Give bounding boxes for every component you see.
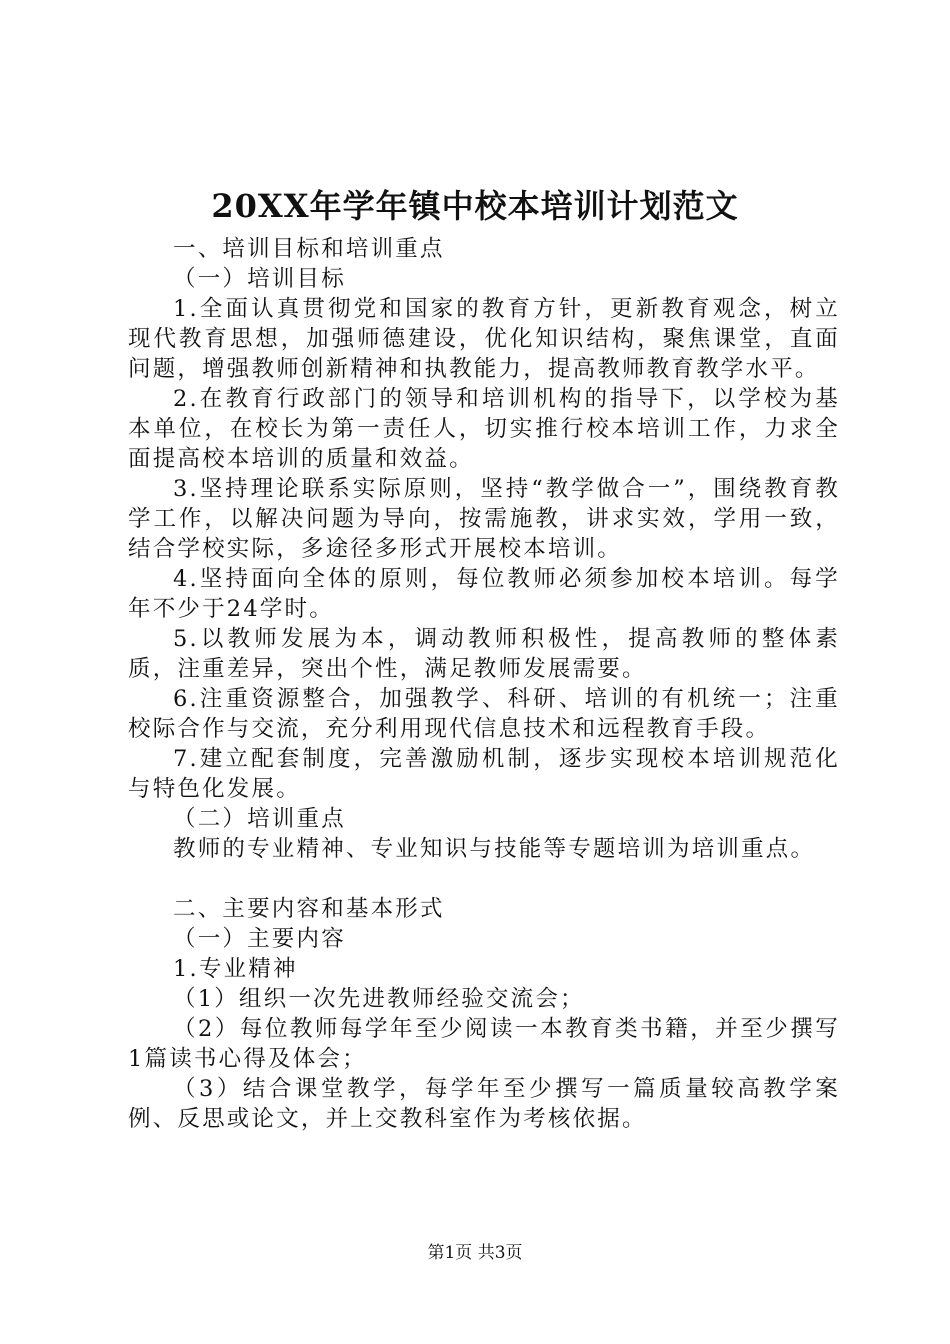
paragraph-goal-5: 5.以教师发展为本，调动教师积极性，提高教师的整体素质，注重差异，突出个性，满足教师发展需要。 [128, 626, 840, 682]
paragraph-goal-6: 6.注重资源整合，加强教学、科研、培训的有机统一；注重校际合作与交流，充分利用现代信息技术和远程教育手段。 [128, 686, 840, 742]
subsection-heading-goals: （一）培训目标 [173, 266, 346, 292]
paragraph-content-1: 1.专业精神 [173, 956, 298, 982]
subsection-heading-focus: （二）培训重点 [173, 806, 346, 832]
document-body [128, 234, 840, 1134]
paragraph-focus: 教师的专业精神、专业知识与技能等专题培训为培训重点。 [173, 836, 816, 862]
section-heading-2: 二、主要内容和基本形式 [173, 896, 445, 922]
paragraph-content-1-1: （1）组织一次先进教师经验交流会； [173, 986, 585, 1012]
page-number: 第1页 共3页 [427, 1243, 523, 1263]
paragraph-goal-2: 2.在教育行政部门的领导和培训机构的指导下，以学校为基本单位，在校长为第一责任人，切实推行校本培训工作，力求全面提高校本培训的质量和效益。 [128, 386, 840, 472]
document-title: 20XX年学年镇中校本培训计划范文 [211, 187, 739, 225]
paragraph-goal-4: 4.坚持面向全体的原则，每位教师必须参加校本培训。每学年不少于24学时。 [128, 566, 840, 622]
paragraph-content-1-2: （2）每位教师每学年至少阅读一本教育类书籍，并至少撰写1篇读书心得及体会； [128, 1016, 840, 1072]
blank-line [128, 864, 840, 894]
section-heading-1: 一、培训目标和培训重点 [173, 236, 445, 262]
subsection-heading-content: （一）主要内容 [173, 926, 346, 952]
paragraph-goal-7: 7.建立配套制度，完善激励机制，逐步实现校本培训规范化与特色化发展。 [128, 746, 840, 802]
paragraph-content-1-3: （3）结合课堂教学，每学年至少撰写一篇质量较高教学案例、反思或论文，并上交教科室作为考核依据。 [128, 1076, 840, 1132]
paragraph-goal-3: 3.坚持理论联系实际原则，坚持“教学做合一”，围绕教育教学工作，以解决问题为导向，按需施教，讲求实效，学用一致，结合学校实际，多途径多形式开展校本培训。 [128, 476, 840, 562]
paragraph-goal-1: 1.全面认真贯彻党和国家的教育方针，更新教育观念，树立现代教育思想，加强师德建设，优化知识结构，聚焦课堂，直面问题，增强教师创新精神和执教能力，提高教师教育教学水平。 [128, 296, 840, 382]
